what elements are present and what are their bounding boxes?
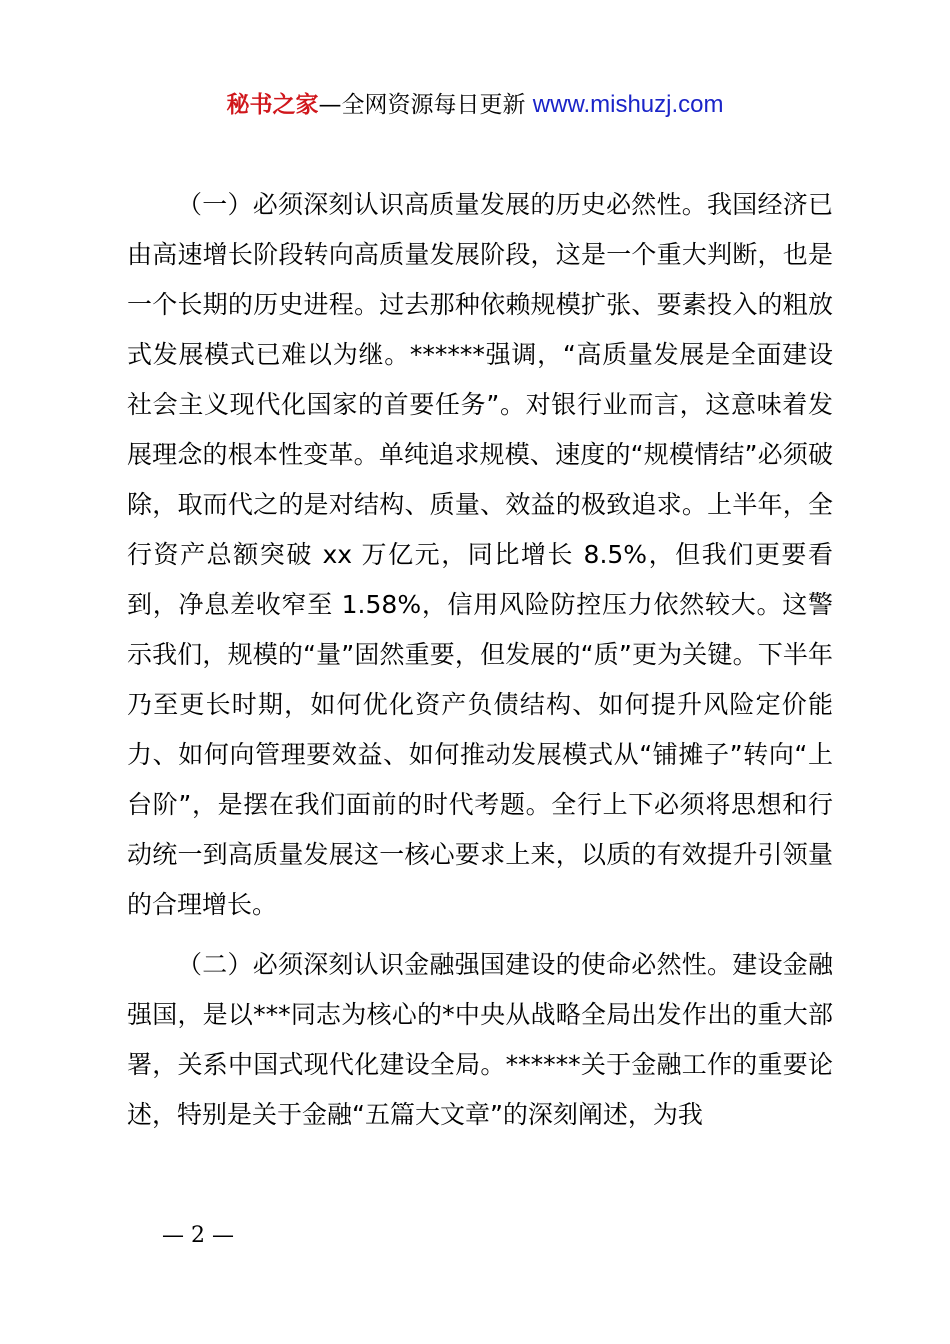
site-header xyxy=(0,88,950,122)
website-link[interactable]: www.mishuzj.com xyxy=(532,91,724,118)
brand-name: 秘书之家 xyxy=(226,92,319,118)
document-body xyxy=(127,180,833,1150)
paragraph-1: （一）必须深刻认识高质量发展的历史必然性。我国经济已由高速增长阶段转向高质量发展阶段，这是一个重大判断，也是一个长期的历史进程。过去那种依赖规模扩张、要素投入的粗放式发展模式已难以为继。******强调，“高质量发展是全面建设社会主义现代化国家的首要任务”。对银行业而言，这意味着发展理念的根本性变革。单纯追求规模、速度的“规模情结”必须破除，取而代之的是对结构、质量、效益的极致追求。上半年，全行资产总额突破 xx 万亿元，同比增长 8.5%，但我们更要看到，净息差收窄至 1.58%，信用风险防控压力依然较大。这警示我们，规模的“量”固然重要，但发展的“质”更为关键。下半年乃至更长时期，如何优化资产负债结构、如何提升风险定价能力、如何向管理要效益、如何推动发展模式从“铺摊子”转向“上台阶”，是摆在我们面前的时代考题。全行上下必须将思想和行动统一到高质量发展这一核心要求上来，以质的有效提升引领量的合理增长。 xyxy=(127,190,833,919)
page-number: — 2 — xyxy=(162,1223,234,1248)
header-slogan: —全网资源每日更新 xyxy=(318,92,533,118)
paragraph-2: （二）必须深刻认识金融强国建设的使命必然性。建设金融强国，是以***同志为核心的*中央从战略全局出发作出的重大部署，关系中国式现代化建设全局。******关于金融工作的重要论述，特别是关于金融“五篇大文章”的深刻阐述，为我 xyxy=(127,950,833,1129)
